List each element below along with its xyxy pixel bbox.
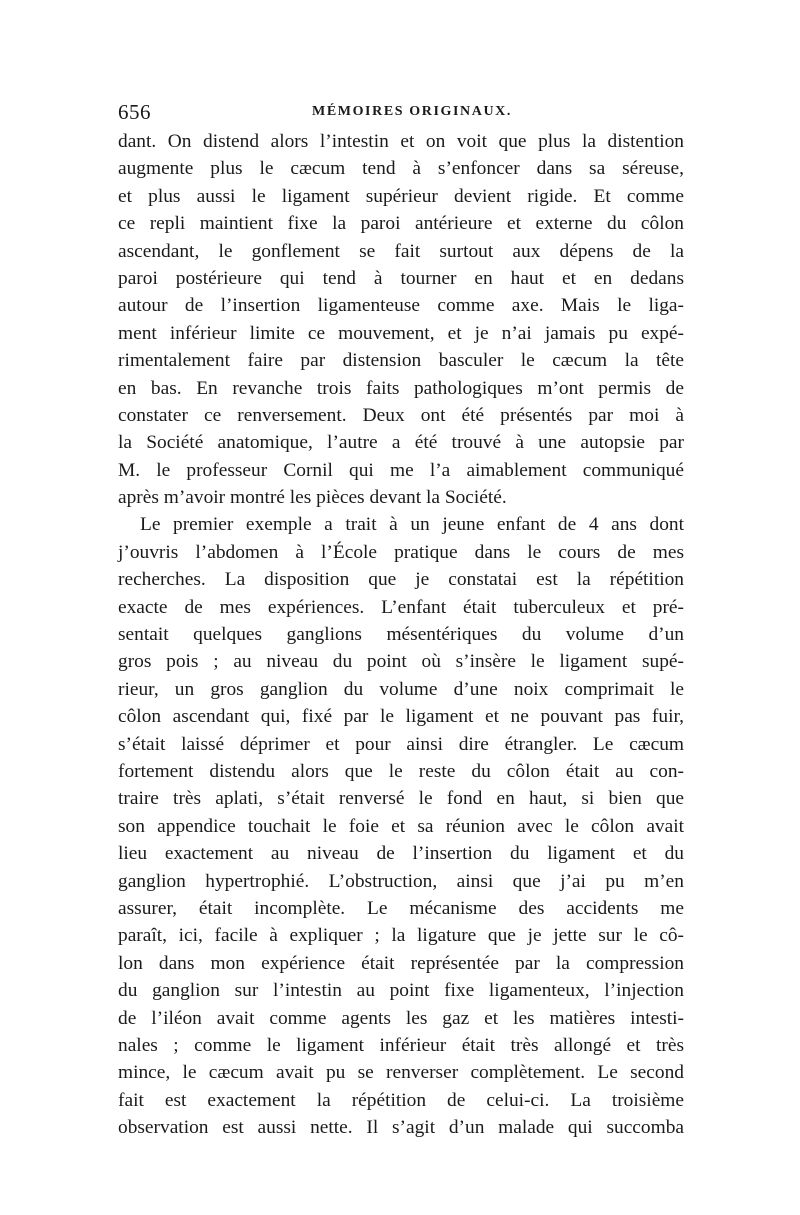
text-line: rimentalement faire par distension basculer le cæcum la tête: [118, 350, 684, 372]
text-line: son appendice touchait le foie et sa réunion avec le côlon avait: [118, 815, 684, 837]
text-line: augmente plus le cæcum tend à s’enfoncer dans sa séreuse,: [118, 158, 684, 180]
text-line: ce repli maintient fixe la paroi antérieure et externe du côlon: [118, 213, 684, 235]
paragraph: [118, 128, 684, 511]
page-number: 656: [118, 100, 151, 124]
text-line: de l’iléon avait comme agents les gaz et les matières intesti-: [118, 1007, 684, 1029]
text-line: constater ce renversement. Deux ont été présentés par moi à: [118, 404, 684, 426]
text-line: lon dans mon expérience était représentée par la compression: [118, 952, 684, 974]
body-text: [118, 128, 684, 1141]
text-line: j’ouvris l’abdomen à l’École pratique dans le cours de mes: [118, 541, 684, 563]
text-line: après m’avoir montré les pièces devant la Société.: [118, 487, 507, 509]
text-line: M. le professeur Cornil qui me l’a aimablement communiqué: [118, 459, 684, 481]
text-line: recherches. La disposition que je constatai est la répétition: [118, 569, 684, 591]
text-line: fortement distendu alors que le reste du côlon était au con-: [118, 760, 684, 782]
text-line: autour de l’insertion ligamenteuse comme axe. Mais le liga-: [118, 295, 684, 317]
running-title: MÉMOIRES ORIGINAUX.: [312, 104, 512, 119]
text-line: ment inférieur limite ce mouvement, et je n’ai jamais pu expé-: [118, 322, 684, 344]
text-line: traire très aplati, s’était renversé le fond en haut, si bien que: [118, 788, 684, 810]
text-line: et plus aussi le ligament supérieur devient rigide. Et comme: [118, 185, 684, 207]
text-line: observation est aussi nette. Il s’agit d’un malade qui succomba: [118, 1117, 684, 1139]
paragraph: [118, 511, 684, 1141]
text-line: fait est exactement la répétition de celui-ci. La troisième: [118, 1089, 684, 1111]
text-line: paraît, ici, facile à expliquer ; la ligature que je jette sur le cô-: [118, 925, 684, 947]
text-line: assurer, était incomplète. Le mécanisme des accidents me: [118, 897, 684, 919]
text-line: en bas. En revanche trois faits pathologiques m’ont permis de: [118, 377, 684, 399]
text-line: du ganglion sur l’intestin au point fixe ligamenteux, l’injection: [118, 980, 684, 1002]
text-line: s’était laissé déprimer et pour ainsi dire étrangler. Le cæcum: [118, 733, 684, 755]
text-line: côlon ascendant qui, fixé par le ligament et ne pouvant pas fuir,: [118, 706, 684, 728]
text-line: Le premier exemple a trait à un jeune enfant de 4 ans dont: [140, 514, 684, 536]
text-line: rieur, un gros ganglion du volume d’une noix comprimait le: [118, 678, 684, 700]
text-line: dant. On distend alors l’intestin et on voit que plus la distention: [118, 131, 684, 152]
text-line: lieu exactement au niveau de l’insertion du ligament et du: [118, 843, 684, 865]
text-line: nales ; comme le ligament inférieur était très allongé et très: [118, 1034, 684, 1056]
running-head: [118, 100, 698, 126]
text-line: sentait quelques ganglions mésentériques du volume d’un: [118, 624, 684, 646]
text-line: la Société anatomique, l’autre a été trouvé à une autopsie par: [118, 432, 684, 454]
text-line: mince, le cæcum avait pu se renverser complètement. Le second: [118, 1062, 684, 1084]
text-line: ascendant, le gonflement se fait surtout aux dépens de la: [118, 240, 684, 262]
text-line: ganglion hypertrophié. L’obstruction, ainsi que j’ai pu m’en: [118, 870, 684, 892]
text-line: gros pois ; au niveau du point où s’insère le ligament supé-: [118, 651, 684, 673]
text-line: paroi postérieure qui tend à tourner en haut et en dedans: [118, 267, 684, 289]
text-line: exacte de mes expériences. L’enfant était tuberculeux et pré-: [118, 596, 684, 618]
